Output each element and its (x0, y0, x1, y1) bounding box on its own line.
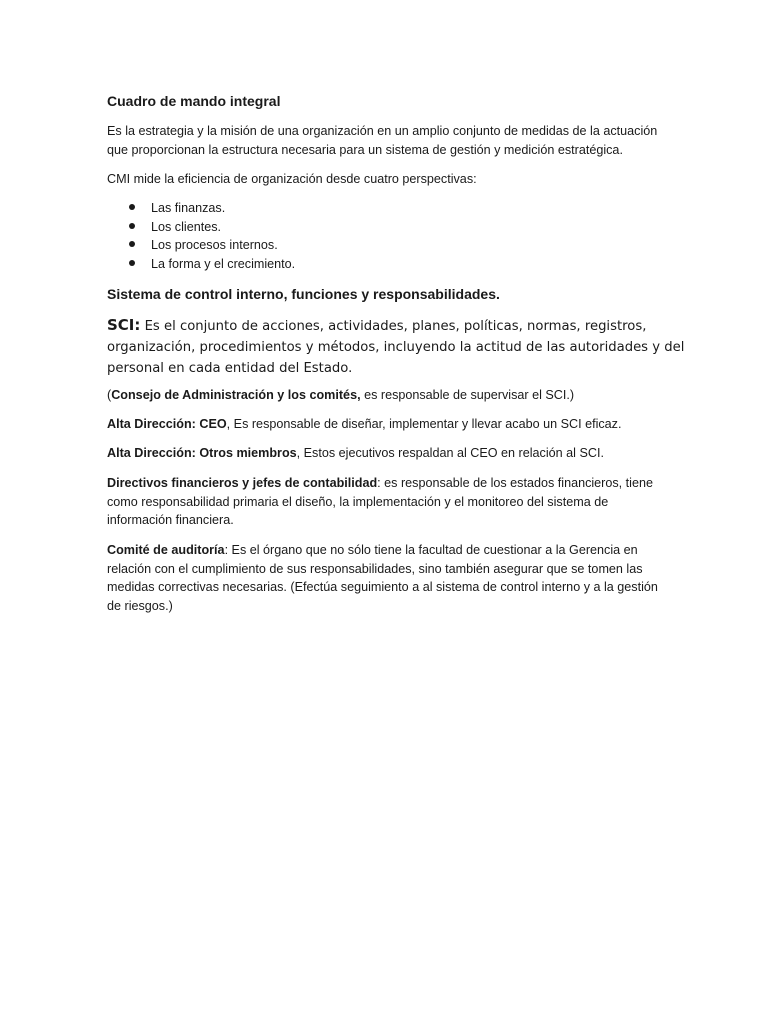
sci-term: SCI: (107, 316, 141, 334)
directivos-term: Directivos financieros y jefes de contabilidad (107, 476, 378, 490)
list-item: La forma y el crecimiento. (107, 255, 295, 274)
consejo-paragraph (107, 386, 663, 405)
otros-paragraph (107, 444, 663, 463)
sci-definition (107, 315, 685, 379)
perspectives-intro: CMI mide la eficiencia de organización desde cuatro perspectivas: (107, 172, 477, 186)
comite-line-4: de riesgos.) (107, 598, 173, 613)
comite-line-3: medidas correctivas necesarias. (Efectúa seguimiento a al sistema de control interno y a la gestión (107, 580, 658, 595)
consejo-open-paren: ( (107, 388, 112, 402)
sci-definition-line-3: personal en cada entidad del Estado. (107, 360, 353, 376)
section-title-cmi: Cuadro de mando integral (107, 93, 281, 109)
list-item: Las finanzas. (107, 199, 295, 218)
cmi-definition (107, 122, 663, 159)
cmi-definition-line-1: Es la estrategia y la misión de una organización en un amplio conjunto de medidas de la actuación (107, 124, 658, 138)
directivos-line-1: : es responsable de los estados financieros, tiene (377, 476, 653, 490)
section-title-sci: Sistema de control interno, funciones y responsabilidades. (107, 286, 500, 302)
sci-definition-line-1: Es el conjunto de acciones, actividades, planes, políticas, normas, registros, (140, 319, 647, 334)
comite-line-1: : Es el órgano que no sólo tiene la facultad de cuestionar a la Gerencia en (224, 543, 638, 557)
list-item: Los clientes. (107, 218, 295, 237)
ceo-term: Alta Dirección: CEO (107, 417, 227, 431)
ceo-text: , Es responsable de diseñar, implementar y llevar acabo un SCI eficaz. (226, 417, 622, 431)
comite-line-2: relación con el cumplimiento de sus responsabilidades, sino también asegurar que se tomen las (107, 561, 643, 576)
comite-paragraph (107, 541, 663, 615)
directivos-line-3: información financiera. (107, 513, 234, 528)
perspectives-list (107, 199, 295, 273)
directivos-paragraph (107, 474, 663, 530)
cmi-definition-line-2: que proporcionan la estructura necesaria para un sistema de gestión y medición estratégica. (107, 142, 623, 157)
consejo-text: es responsable de supervisar el SCI.) (360, 388, 575, 402)
sci-definition-line-2: organización, procedimientos y métodos, incluyendo la actitud de las autoridades y del (107, 339, 685, 355)
comite-term: Comité de auditoría (107, 543, 225, 557)
ceo-paragraph (107, 415, 663, 434)
otros-term: Alta Dirección: Otros miembros (107, 446, 297, 460)
otros-text: , Estos ejecutivos respaldan al CEO en relación al SCI. (296, 446, 604, 460)
consejo-term: Consejo de Administración y los comités, (111, 388, 361, 402)
directivos-line-2: como responsabilidad primaria el diseño, la implementación y el monitoreo del sistema de (107, 494, 609, 509)
list-item: Los procesos internos. (107, 236, 295, 255)
